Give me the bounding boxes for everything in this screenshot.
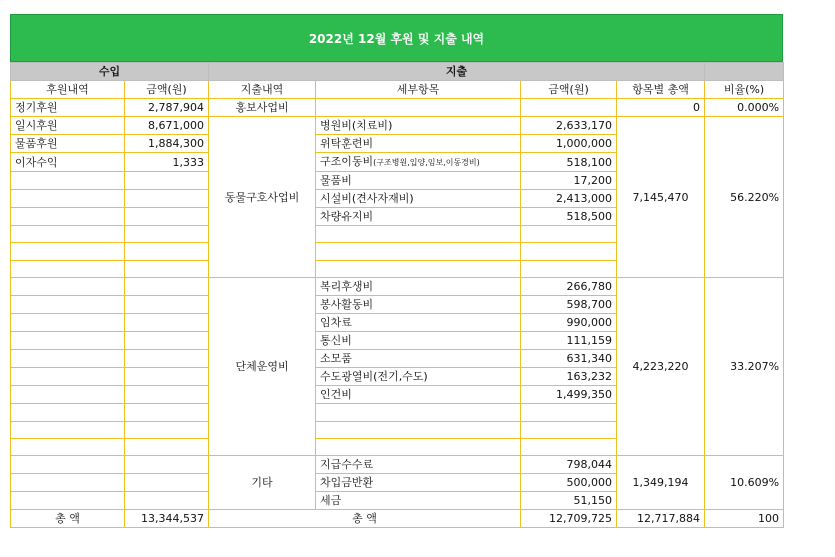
expense-amount: 518,500 — [521, 208, 617, 226]
income-total-amount: 13,344,537 — [125, 510, 209, 528]
income-amount-empty — [125, 332, 209, 350]
expense-detail-empty — [316, 438, 521, 455]
expense-amount-empty — [521, 421, 617, 438]
income-amount: 2,787,904 — [125, 99, 209, 117]
income-item-empty — [11, 368, 125, 386]
income-amount-empty — [125, 421, 209, 438]
expense-amount-empty — [521, 260, 617, 277]
header-income-amount: 금액(원) — [125, 81, 209, 99]
income-amount-empty — [125, 368, 209, 386]
income-amount-empty — [125, 456, 209, 474]
expense-detail-name: 수도광열비(전기,수도) — [320, 370, 428, 384]
expense-detail-name: 시설비(견사자재비) — [320, 192, 414, 205]
header-income-item: 후원내역 — [11, 81, 125, 99]
expense-detail-name: 병원비(치료비) — [320, 119, 393, 132]
expense-detail — [316, 117, 521, 135]
expense-detail-note: (구조병원,입양,임보,이동경비) — [373, 158, 480, 167]
category-total-sum: 12,717,884 — [617, 510, 705, 528]
income-item-empty — [11, 421, 125, 438]
income-item-empty — [11, 260, 125, 277]
expense-detail — [316, 350, 521, 368]
income-item-empty — [11, 456, 125, 474]
expense-amount: 631,340 — [521, 350, 617, 368]
expense-amount: 798,044 — [521, 456, 617, 474]
expense-detail — [316, 456, 521, 474]
expense-amount: 500,000 — [521, 474, 617, 492]
expense-amount: 163,232 — [521, 368, 617, 386]
expense-amount-empty — [521, 438, 617, 455]
expense-amount: 266,780 — [521, 278, 617, 296]
expense-category: 홍보사업비 — [209, 99, 316, 117]
expense-detail — [316, 135, 521, 153]
ledger-body — [11, 63, 784, 528]
section-header-row — [11, 63, 784, 81]
expense-amount-empty — [521, 404, 617, 421]
expense-detail-empty — [316, 260, 521, 277]
expense-amount: 2,633,170 — [521, 117, 617, 135]
income-item-empty — [11, 474, 125, 492]
income-section-label: 수입 — [11, 63, 209, 81]
header-detail: 세부항목 — [316, 81, 521, 99]
income-item-empty — [11, 172, 125, 190]
expense-amount-empty — [521, 99, 617, 117]
expense-detail-name: 위탁훈련비 — [320, 137, 374, 150]
income-total-label: 총 액 — [11, 510, 125, 528]
category-total: 4,223,220 — [617, 278, 705, 456]
expense-detail — [316, 153, 521, 172]
expense-detail-empty — [316, 99, 521, 117]
expense-detail — [316, 368, 521, 386]
income-amount: 1,333 — [125, 153, 209, 172]
income-item: 일시후원 — [11, 117, 125, 135]
category-ratio: 10.609% — [705, 456, 784, 510]
expense-detail — [316, 332, 521, 350]
expense-detail — [316, 492, 521, 510]
category-total: 0 — [617, 99, 705, 117]
expense-detail-empty — [316, 421, 521, 438]
income-item-empty — [11, 314, 125, 332]
expense-amount: 598,700 — [521, 296, 617, 314]
category-total: 1,349,194 — [617, 456, 705, 510]
spreadsheet — [10, 14, 783, 528]
income-amount-empty — [125, 350, 209, 368]
income-item-empty — [11, 404, 125, 421]
expense-total-label: 총 액 — [209, 510, 521, 528]
expense-detail — [316, 296, 521, 314]
expense-detail — [316, 474, 521, 492]
income-item-empty — [11, 226, 125, 243]
expense-amount-empty — [521, 243, 617, 260]
expense-detail-name: 임차료 — [320, 316, 352, 330]
expense-detail-name: 세금 — [320, 494, 342, 508]
header-amount: 금액(원) — [521, 81, 617, 99]
expense-detail-name: 인건비 — [320, 388, 352, 402]
expense-detail-name: 복리후생비 — [320, 280, 374, 294]
category-ratio: 56.220% — [705, 117, 784, 278]
income-amount-empty — [125, 386, 209, 404]
section-gap — [705, 63, 784, 81]
expense-amount: 518,100 — [521, 153, 617, 172]
expense-detail — [316, 386, 521, 404]
table-row — [11, 117, 784, 135]
table-row — [11, 456, 784, 474]
expense-amount: 1,000,000 — [521, 135, 617, 153]
category-total: 7,145,470 — [617, 117, 705, 278]
table-row — [11, 99, 784, 117]
expense-detail-name: 물품비 — [320, 174, 352, 187]
income-amount-empty — [125, 208, 209, 226]
totals-row — [11, 510, 784, 528]
expense-detail — [316, 314, 521, 332]
expense-detail-name: 차량유지비 — [320, 210, 374, 223]
expense-detail — [316, 208, 521, 226]
expense-detail-name: 통신비 — [320, 334, 352, 348]
category-ratio: 0.000% — [705, 99, 784, 117]
income-amount-empty — [125, 296, 209, 314]
income-amount: 8,671,000 — [125, 117, 209, 135]
category-ratio: 33.207% — [705, 278, 784, 456]
expense-amount: 990,000 — [521, 314, 617, 332]
expense-detail-name: 구조이동비 — [320, 155, 374, 168]
expense-amount: 111,159 — [521, 332, 617, 350]
expense-detail-name: 지급수수료 — [320, 458, 374, 472]
income-amount-empty — [125, 314, 209, 332]
income-amount-empty — [125, 172, 209, 190]
expense-detail-empty — [316, 404, 521, 421]
income-item-empty — [11, 278, 125, 296]
table-row — [11, 278, 784, 296]
expense-detail — [316, 190, 521, 208]
income-item: 정기후원 — [11, 99, 125, 117]
income-item-empty — [11, 296, 125, 314]
income-amount-empty — [125, 438, 209, 455]
income-amount-empty — [125, 226, 209, 243]
ledger-table — [10, 62, 784, 528]
income-amount-empty — [125, 190, 209, 208]
income-item: 물품후원 — [11, 135, 125, 153]
column-header-row — [11, 81, 784, 99]
expense-amount: 17,200 — [521, 172, 617, 190]
income-item-empty — [11, 350, 125, 368]
expense-category: 기타 — [209, 456, 316, 510]
income-item-empty — [11, 332, 125, 350]
expense-detail-name: 차입금반환 — [320, 476, 374, 490]
expense-detail — [316, 172, 521, 190]
income-amount-empty — [125, 278, 209, 296]
income-item-empty — [11, 386, 125, 404]
expense-amount: 1,499,350 — [521, 386, 617, 404]
income-amount-empty — [125, 260, 209, 277]
income-amount-empty — [125, 492, 209, 510]
expense-detail-empty — [316, 226, 521, 243]
expense-category: 단체운영비 — [209, 278, 316, 456]
expense-detail — [316, 278, 521, 296]
expense-detail-name: 소모품 — [320, 352, 352, 366]
income-amount-empty — [125, 404, 209, 421]
income-item-empty — [11, 438, 125, 455]
ratio-total: 100 — [705, 510, 784, 528]
income-item: 이자수익 — [11, 153, 125, 172]
income-item-empty — [11, 243, 125, 260]
income-item-empty — [11, 208, 125, 226]
header-ratio: 비율(%) — [705, 81, 784, 99]
income-amount: 1,884,300 — [125, 135, 209, 153]
expense-total-amount: 12,709,725 — [521, 510, 617, 528]
expense-detail-name: 봉사활동비 — [320, 298, 374, 312]
expense-detail-empty — [316, 243, 521, 260]
income-item-empty — [11, 492, 125, 510]
expense-amount: 51,150 — [521, 492, 617, 510]
income-item-empty — [11, 190, 125, 208]
expense-section-label: 지출 — [209, 63, 705, 81]
income-amount-empty — [125, 474, 209, 492]
expense-amount: 2,413,000 — [521, 190, 617, 208]
report-title: 2022년 12월 후원 및 지출 내역 — [10, 14, 783, 62]
header-category-total: 항목별 총액 — [617, 81, 705, 99]
header-expense-item: 지출내역 — [209, 81, 316, 99]
income-amount-empty — [125, 243, 209, 260]
expense-amount-empty — [521, 226, 617, 243]
expense-category: 동물구호사업비 — [209, 117, 316, 278]
